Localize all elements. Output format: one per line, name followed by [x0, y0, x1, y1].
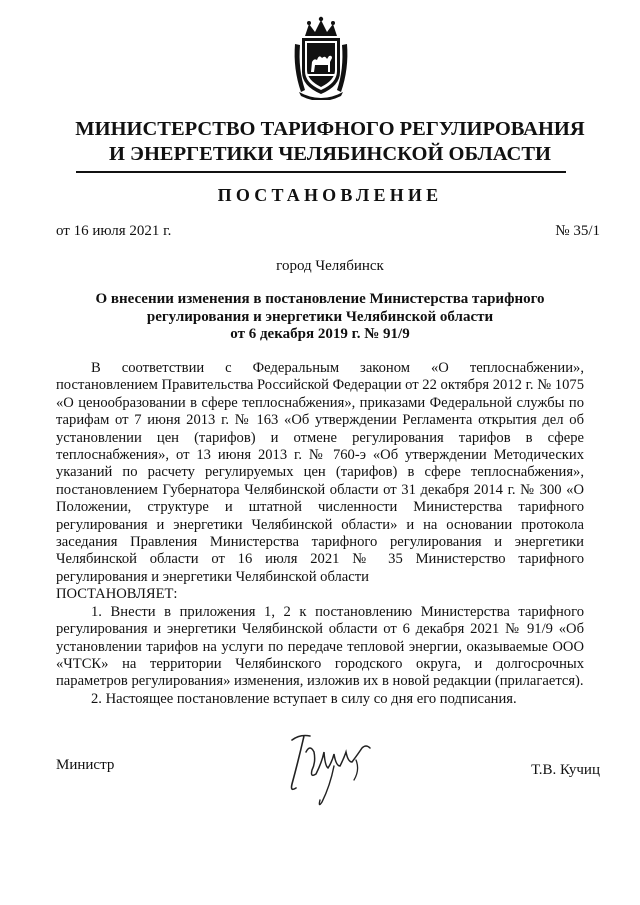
- document-title-line2: регулирования и энергетики Челябинской области: [146, 308, 494, 325]
- document-title-line1: О внесении изменения в постановление Министерства тарифного: [95, 291, 545, 307]
- signer-name: Т.В. Кучиц: [531, 762, 600, 778]
- preamble-paragraph: В соответствии с Федеральным законом «О теплоснабжении», постановлением Правительства Российской Федерации от 22 октября 2012 г. № 1075 «О ценообразовании в сфере теплоснабжения», приказами Федеральной службы по тарифам от 7 июня 2013 г. № 163 «Об утверждении Регламента открытия дел об установлении цен (тарифов) и отмене регулирования тарифов в сфере теплоснабжения», от 13 июня 2013 г. № 760-э «Об утверждении Методических указаний по расчету регулируемых цен (тарифов) в сфере теплоснабжения», постановлением Губернатора Челябинской области от 31 декабря 2014 г. № 300 «О Положении, структуре и штатной численности Министерства тарифного регулирования и энергетики Челябинской области» и на основании протокола заседания Правления Министерства тарифного регулирования и энергетики Челябинской области от 16 июля 2021 № 35 Министерство тарифного регулирования и энергетики Челябинской области: [56, 360, 584, 585]
- document-title-line3: от 6 декабря 2019 г. № 91/9: [230, 326, 410, 342]
- coat-of-arms-icon: [291, 14, 351, 100]
- handwritten-signature-icon: [270, 722, 400, 812]
- item-2-paragraph: 2. Настоящее постановление вступает в силу со дня его подписания.: [91, 690, 517, 707]
- ministry-name-line1: МИНИСТЕРСТВО ТАРИФНОГО РЕГУЛИРОВАНИЯ: [75, 118, 585, 140]
- signer-position: Министр: [56, 757, 115, 773]
- item-1-paragraph: 1. Внести в приложения 1, 2 к постановлению Министерства тарифного регулирования и энергетики Челябинской области от 6 декабря 2021 № 91/9 «Об установлении тарифов на услуги по передаче тепловой энергии, оказываемые ООО «ЧТСК» на территории Челябинского городского округа, и долгосрочных параметров регулирования» изменения, изложив их в новой редакции (прилагается).: [56, 603, 584, 690]
- document-body: [56, 360, 584, 708]
- document-title: [90, 291, 550, 344]
- document-city: город Челябинск: [276, 258, 384, 274]
- document-number: № 35/1: [555, 223, 600, 239]
- header-divider: [76, 171, 566, 173]
- ministry-name: [40, 117, 620, 167]
- document-date: от 16 июля 2021 г.: [56, 223, 172, 239]
- document-type: ПОСТАНОВЛЕНИЕ: [217, 185, 443, 205]
- operative-word: ПОСТАНОВЛЯЕТ:: [56, 586, 178, 603]
- ministry-name-line2: И ЭНЕРГЕТИКИ ЧЕЛЯБИНСКОЙ ОБЛАСТИ: [108, 143, 551, 165]
